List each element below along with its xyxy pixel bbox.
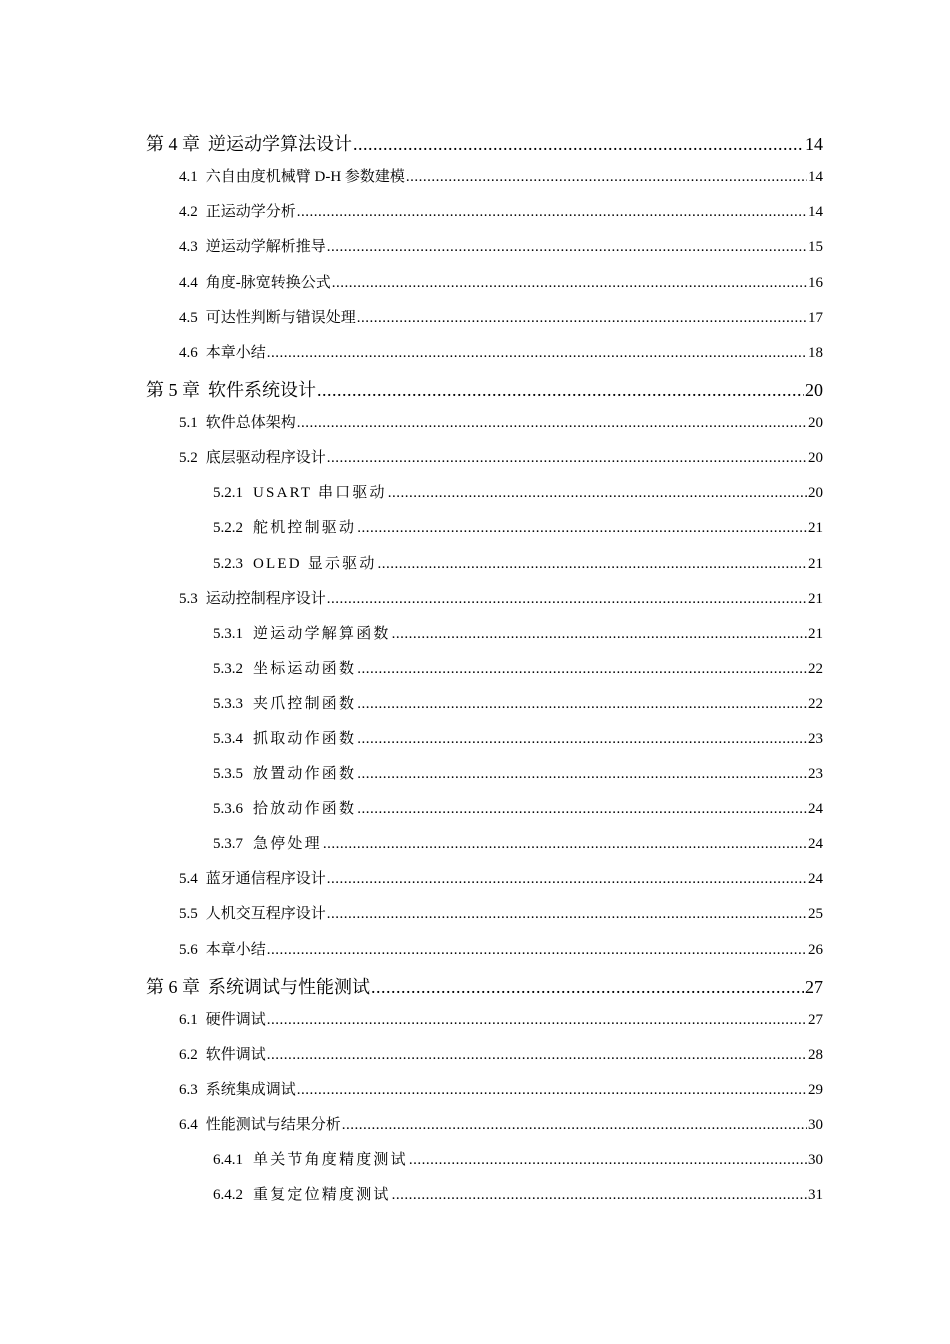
dot-leader (297, 1082, 807, 1099)
entry-page-number: 14 (808, 204, 823, 221)
dot-leader (267, 345, 807, 362)
entry-title: 舵机控制驱动 (253, 520, 357, 537)
entry-page-number: 15 (808, 239, 823, 256)
dot-leader (353, 134, 804, 155)
entry-title: USART 串口驱动 (253, 485, 387, 502)
entry-number: 5.2.2 (213, 520, 243, 537)
dot-leader (378, 556, 807, 573)
entry-title: 软件调试 (205, 1047, 266, 1064)
dot-leader (332, 275, 807, 292)
entry-page-number: 30 (808, 1152, 823, 1169)
toc-section-entry[interactable] (0, 227, 823, 262)
entry-title: 系统集成调试 (205, 1082, 296, 1099)
entry-page-number: 29 (808, 1082, 823, 1099)
dot-leader (297, 204, 807, 221)
entry-title: 本章小结 (205, 344, 266, 361)
entry-page-number: 23 (808, 766, 823, 783)
entry-title: 坐标运动函数 (253, 660, 357, 677)
entry-title: 六自由度机械臂 D-H 参数建模 (205, 169, 405, 186)
entry-title: 硬件调试 (205, 1011, 266, 1028)
entry-number: 5.3.6 (213, 801, 243, 818)
entry-title: 可达性判断与错误处理 (205, 309, 356, 326)
entry-number: 5.2.3 (213, 555, 243, 572)
entry-number: 4.4 (179, 274, 198, 291)
dot-leader (267, 942, 807, 959)
dot-leader (357, 766, 807, 783)
entry-number: 5.3.2 (213, 660, 243, 677)
entry-number: 5.2.1 (213, 485, 243, 502)
entry-page-number: 16 (808, 274, 823, 291)
entry-page-number: 22 (808, 695, 823, 712)
entry-number: 6.4.2 (213, 1187, 243, 1204)
entry-title: 逆运动学解算函数 (253, 625, 391, 642)
entry-title: 系统调试与性能测试 (208, 976, 370, 997)
entry-title: 逆运动学算法设计 (208, 134, 352, 154)
entry-title: 夹爪控制函数 (253, 695, 357, 712)
entry-number: 6.2 (179, 1047, 198, 1064)
dot-leader (357, 310, 807, 327)
toc-section-entry[interactable] (0, 1105, 823, 1140)
entry-number: 6.3 (179, 1082, 198, 1099)
entry-number: 5.3.7 (213, 836, 243, 853)
toc-subsection-entry[interactable] (0, 754, 823, 789)
entry-number: 5.3.5 (213, 766, 243, 783)
entry-number: 第 5 章 (146, 379, 200, 400)
entry-title: 正运动学分析 (205, 204, 296, 221)
toc-subsection-entry[interactable] (0, 719, 823, 754)
entry-number: 4.5 (179, 309, 198, 326)
entry-number: 6.4.1 (213, 1152, 243, 1169)
entry-number: 5.3.3 (213, 695, 243, 712)
toc-subsection-entry[interactable] (0, 1140, 823, 1175)
entry-title: 人机交互程序设计 (205, 906, 326, 923)
entry-page-number: 28 (808, 1047, 823, 1064)
entry-title: 抓取动作函数 (253, 731, 357, 747)
entry-page-number: 25 (808, 906, 823, 923)
toc-section-entry[interactable] (0, 859, 823, 894)
dot-leader (327, 906, 807, 923)
dot-leader (357, 661, 807, 678)
toc-section-entry[interactable] (0, 438, 823, 473)
entry-number: 5.3 (179, 590, 198, 607)
entry-number: 6.4 (179, 1117, 198, 1134)
table-of-contents (0, 122, 950, 1211)
entry-title: 单关节角度精度测试 (253, 1152, 408, 1169)
dot-leader (409, 1152, 807, 1169)
entry-page-number: 20 (808, 450, 823, 467)
entry-number: 4.1 (179, 169, 198, 186)
entry-page-number: 23 (808, 731, 823, 747)
dot-leader (357, 731, 807, 748)
dot-leader (392, 626, 807, 643)
dot-leader (327, 591, 807, 608)
dot-leader (267, 1047, 807, 1064)
entry-number: 4.6 (179, 344, 198, 361)
dot-leader (327, 871, 807, 888)
toc-subsection-entry[interactable] (0, 614, 823, 649)
entry-title: 急停处理 (253, 836, 322, 853)
toc-subsection-entry[interactable] (0, 649, 823, 684)
entry-number: 5.2 (179, 450, 198, 467)
entry-title: 蓝牙通信程序设计 (205, 871, 326, 888)
entry-title: 放置动作函数 (253, 766, 357, 783)
entry-page-number: 21 (808, 520, 823, 537)
entry-number: 5.3.1 (213, 625, 243, 642)
entry-title: 运动控制程序设计 (205, 590, 326, 607)
entry-page-number: 21 (808, 625, 823, 642)
dot-leader (327, 239, 807, 256)
entry-title: 软件系统设计 (208, 379, 316, 400)
toc-subsection-entry[interactable] (0, 789, 823, 824)
toc-subsection-entry[interactable] (0, 473, 823, 508)
entry-number: 5.6 (179, 941, 198, 958)
toc-section-entry[interactable] (0, 403, 823, 438)
toc-section-entry[interactable] (0, 894, 823, 929)
dot-leader (357, 801, 807, 818)
dot-leader (342, 1117, 807, 1134)
entry-number: 5.3.4 (213, 731, 243, 747)
dot-leader (392, 1187, 807, 1204)
entry-title: 重复定位精度测试 (253, 1187, 391, 1204)
toc-subsection-entry[interactable] (0, 1175, 823, 1210)
toc-subsection-entry[interactable] (0, 824, 823, 859)
entry-number: 5.5 (179, 906, 198, 923)
entry-page-number: 27 (808, 1011, 823, 1028)
toc-section-entry[interactable] (0, 192, 823, 227)
dot-leader (323, 836, 807, 853)
entry-number: 第 4 章 (146, 134, 200, 154)
toc-chapter-entry[interactable] (0, 368, 823, 403)
toc-section-entry[interactable] (0, 298, 823, 333)
entry-page-number: 22 (808, 660, 823, 677)
entry-page-number: 24 (808, 836, 823, 853)
entry-number: 第 6 章 (146, 976, 200, 997)
entry-page-number: 26 (808, 941, 823, 958)
dot-leader (357, 520, 807, 537)
entry-page-number: 21 (808, 590, 823, 607)
toc-section-entry[interactable] (0, 1000, 823, 1035)
dot-leader (297, 415, 807, 432)
toc-subsection-entry[interactable] (0, 544, 823, 579)
entry-page-number: 20 (808, 485, 823, 502)
toc-section-entry[interactable] (0, 1035, 823, 1070)
entry-page-number: 27 (805, 976, 823, 997)
toc-section-entry[interactable] (0, 333, 823, 368)
entry-page-number: 21 (808, 555, 823, 572)
entry-number: 5.1 (179, 415, 198, 432)
entry-title: OLED 显示驱动 (253, 555, 377, 572)
entry-number: 4.3 (179, 239, 198, 256)
entry-title: 底层驱动程序设计 (205, 450, 326, 467)
dot-leader (371, 977, 804, 998)
toc-subsection-entry[interactable] (0, 684, 823, 719)
entry-number: 4.2 (179, 204, 198, 221)
entry-title: 软件总体架构 (205, 415, 296, 432)
dot-leader (327, 450, 807, 467)
entry-page-number: 17 (808, 309, 823, 326)
entry-number: 6.1 (179, 1011, 198, 1028)
toc-section-entry[interactable] (0, 157, 823, 192)
entry-page-number: 14 (805, 134, 823, 154)
entry-page-number: 24 (808, 801, 823, 818)
entry-page-number: 30 (808, 1117, 823, 1134)
toc-subsection-entry[interactable] (0, 508, 823, 543)
dot-leader (406, 169, 807, 186)
dot-leader (357, 696, 807, 713)
toc-chapter-entry[interactable] (0, 122, 823, 157)
dot-leader (388, 485, 807, 502)
entry-page-number: 18 (808, 344, 823, 361)
toc-chapter-entry[interactable] (0, 965, 823, 1000)
dot-leader (317, 380, 804, 401)
entry-page-number: 20 (805, 379, 823, 400)
entry-page-number: 31 (808, 1187, 823, 1204)
toc-section-entry[interactable] (0, 1070, 823, 1105)
toc-section-entry[interactable] (0, 930, 823, 965)
entry-page-number: 24 (808, 871, 823, 888)
entry-title: 性能测试与结果分析 (205, 1117, 341, 1134)
entry-page-number: 14 (808, 169, 823, 186)
entry-title: 拾放动作函数 (253, 801, 357, 818)
entry-number: 5.4 (179, 871, 198, 888)
toc-section-entry[interactable] (0, 263, 823, 298)
entry-page-number: 20 (808, 415, 823, 432)
entry-title: 角度-脉宽转换公式 (205, 274, 331, 291)
entry-title: 逆运动学解析推导 (205, 239, 326, 256)
toc-section-entry[interactable] (0, 579, 823, 614)
dot-leader (267, 1012, 807, 1029)
entry-title: 本章小结 (205, 941, 266, 958)
